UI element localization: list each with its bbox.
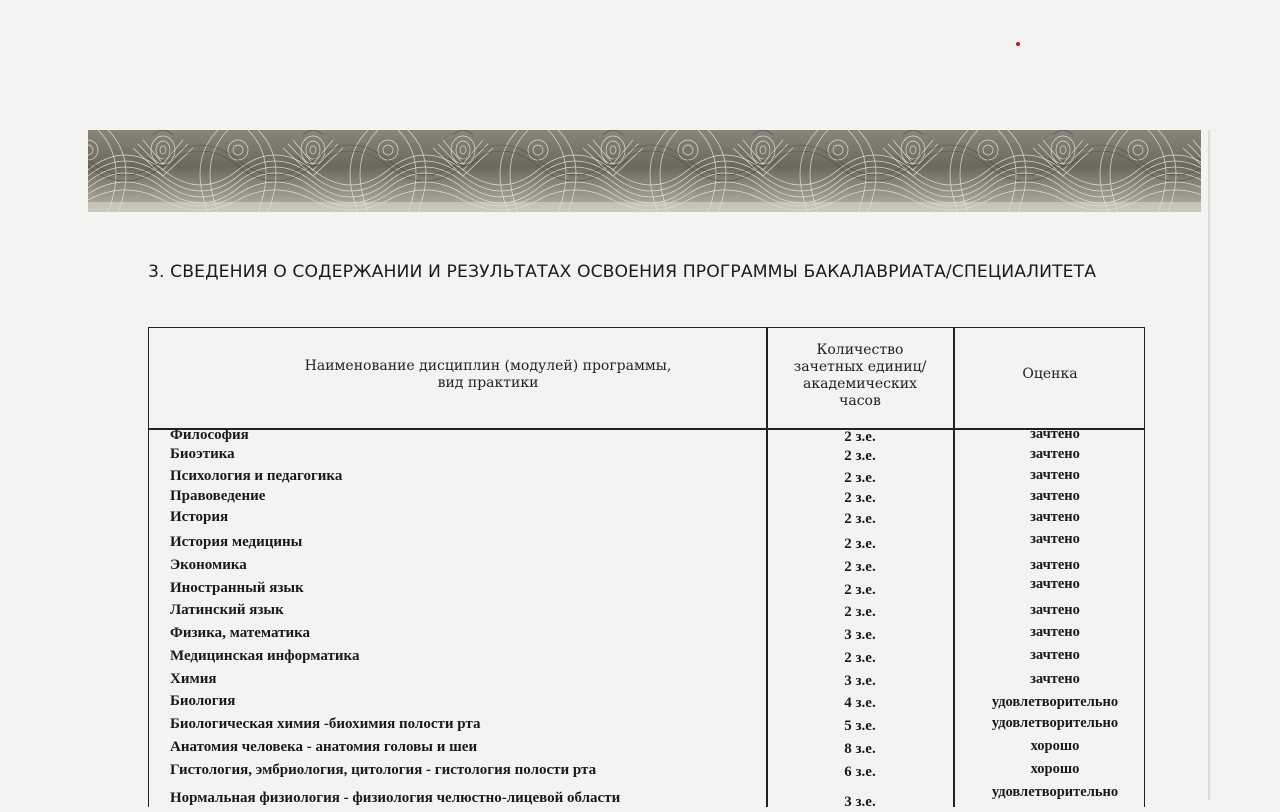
discipline-grade: зачтено bbox=[1030, 576, 1080, 592]
discipline-grade: зачтено bbox=[1030, 602, 1080, 618]
discipline-name: Анатомия человека - анатомия головы и шеи bbox=[170, 739, 478, 755]
discipline-credits: 2 з.е. bbox=[844, 604, 876, 620]
discipline-name: Философия bbox=[170, 427, 249, 443]
table-row bbox=[0, 691, 1280, 711]
table-row bbox=[0, 760, 1280, 780]
discipline-grade: зачтено bbox=[1030, 446, 1080, 462]
discipline-name: Химия bbox=[170, 671, 217, 687]
discipline-grade: удовлетворительно bbox=[991, 715, 1119, 731]
discipline-name: Психология и педагогика bbox=[170, 468, 343, 484]
table-row bbox=[0, 784, 1280, 810]
table-row bbox=[0, 646, 1280, 666]
discipline-credits: 2 з.е. bbox=[844, 470, 876, 486]
discipline-grade: удовлетворительно bbox=[991, 784, 1119, 800]
discipline-credits: 2 з.е. bbox=[844, 650, 876, 666]
discipline-grade: зачтено bbox=[1030, 488, 1080, 504]
section-heading: 3. СВЕДЕНИЯ О СОДЕРЖАНИИ И РЕЗУЛЬТАТАХ ОСВОЕНИЯ ПРОГРАММЫ БАКАЛАВРИАТА/СПЕЦИАЛИТЕТА bbox=[148, 262, 1097, 282]
discipline-grade: зачтено bbox=[1030, 671, 1080, 687]
discipline-name: Гистология, эмбриология, цитология - гистология полости рта bbox=[170, 762, 597, 778]
discipline-grade: зачтено bbox=[1030, 557, 1080, 573]
discipline-credits: 3 з.е. bbox=[844, 794, 876, 810]
discipline-credits: 6 з.е. bbox=[844, 764, 876, 780]
table-row bbox=[0, 486, 1280, 506]
discipline-grade: хорошо bbox=[1030, 738, 1080, 754]
table-row bbox=[0, 737, 1280, 757]
discipline-grade: зачтено bbox=[1030, 647, 1080, 663]
table-row bbox=[0, 466, 1280, 486]
discipline-grade: зачтено bbox=[1030, 467, 1080, 483]
table-row bbox=[0, 623, 1280, 643]
discipline-name: Иностранный язык bbox=[170, 580, 304, 596]
discipline-name: Правоведение bbox=[170, 488, 266, 504]
discipline-credits: 3 з.е. bbox=[844, 673, 876, 689]
discipline-grade: хорошо bbox=[1030, 761, 1080, 777]
discipline-credits: 2 з.е. bbox=[844, 511, 876, 527]
discipline-credits: 2 з.е. bbox=[844, 490, 876, 506]
discipline-name: Нормальная физиология - физиология челюстно-лицевой области bbox=[170, 790, 621, 806]
discipline-name: Физика, математика bbox=[170, 625, 311, 641]
discipline-credits: 4 з.е. bbox=[844, 695, 876, 711]
discipline-credits: 2 з.е. bbox=[844, 448, 876, 464]
discipline-name: Медицинская информатика bbox=[170, 648, 360, 664]
table-row bbox=[0, 669, 1280, 689]
discipline-grade: зачтено bbox=[1030, 531, 1080, 547]
discipline-name: Биологическая химия -биохимия полости рта bbox=[170, 716, 481, 732]
discipline-name: Биоэтика bbox=[170, 446, 235, 462]
discipline-name: Биология bbox=[170, 693, 236, 709]
column-header-grade: Оценка bbox=[1022, 366, 1078, 382]
discipline-name: История медицины bbox=[170, 534, 303, 550]
table-row bbox=[0, 600, 1280, 620]
discipline-credits: 3 з.е. bbox=[844, 627, 876, 643]
table-row bbox=[0, 532, 1280, 552]
discipline-credits: 2 з.е. bbox=[844, 559, 876, 575]
discipline-credits: 8 з.е. bbox=[844, 741, 876, 757]
discipline-name: Экономика bbox=[170, 557, 247, 573]
table-row bbox=[0, 444, 1280, 464]
discipline-name: История bbox=[170, 509, 229, 525]
column-header-name: Наименование дисциплин (модулей) программы, вид практики bbox=[304, 358, 672, 391]
column-header-credits: Количество зачетных единиц/ академических часов bbox=[793, 342, 927, 409]
table-row bbox=[0, 555, 1280, 575]
discipline-credits: 2 з.е. bbox=[844, 429, 876, 445]
table-row bbox=[0, 714, 1280, 734]
discipline-credits: 2 з.е. bbox=[844, 536, 876, 552]
discipline-credits: 5 з.е. bbox=[844, 718, 876, 734]
discipline-credits: 2 з.е. bbox=[844, 582, 876, 598]
discipline-grade: зачтено bbox=[1030, 426, 1080, 442]
table-row bbox=[0, 507, 1280, 527]
discipline-grade: зачтено bbox=[1030, 509, 1080, 525]
discipline-grade: зачтено bbox=[1030, 624, 1080, 640]
table-row bbox=[0, 425, 1280, 445]
table-row bbox=[0, 578, 1280, 598]
discipline-grade: удовлетворительно bbox=[991, 694, 1119, 710]
discipline-name: Латинский язык bbox=[170, 602, 284, 618]
